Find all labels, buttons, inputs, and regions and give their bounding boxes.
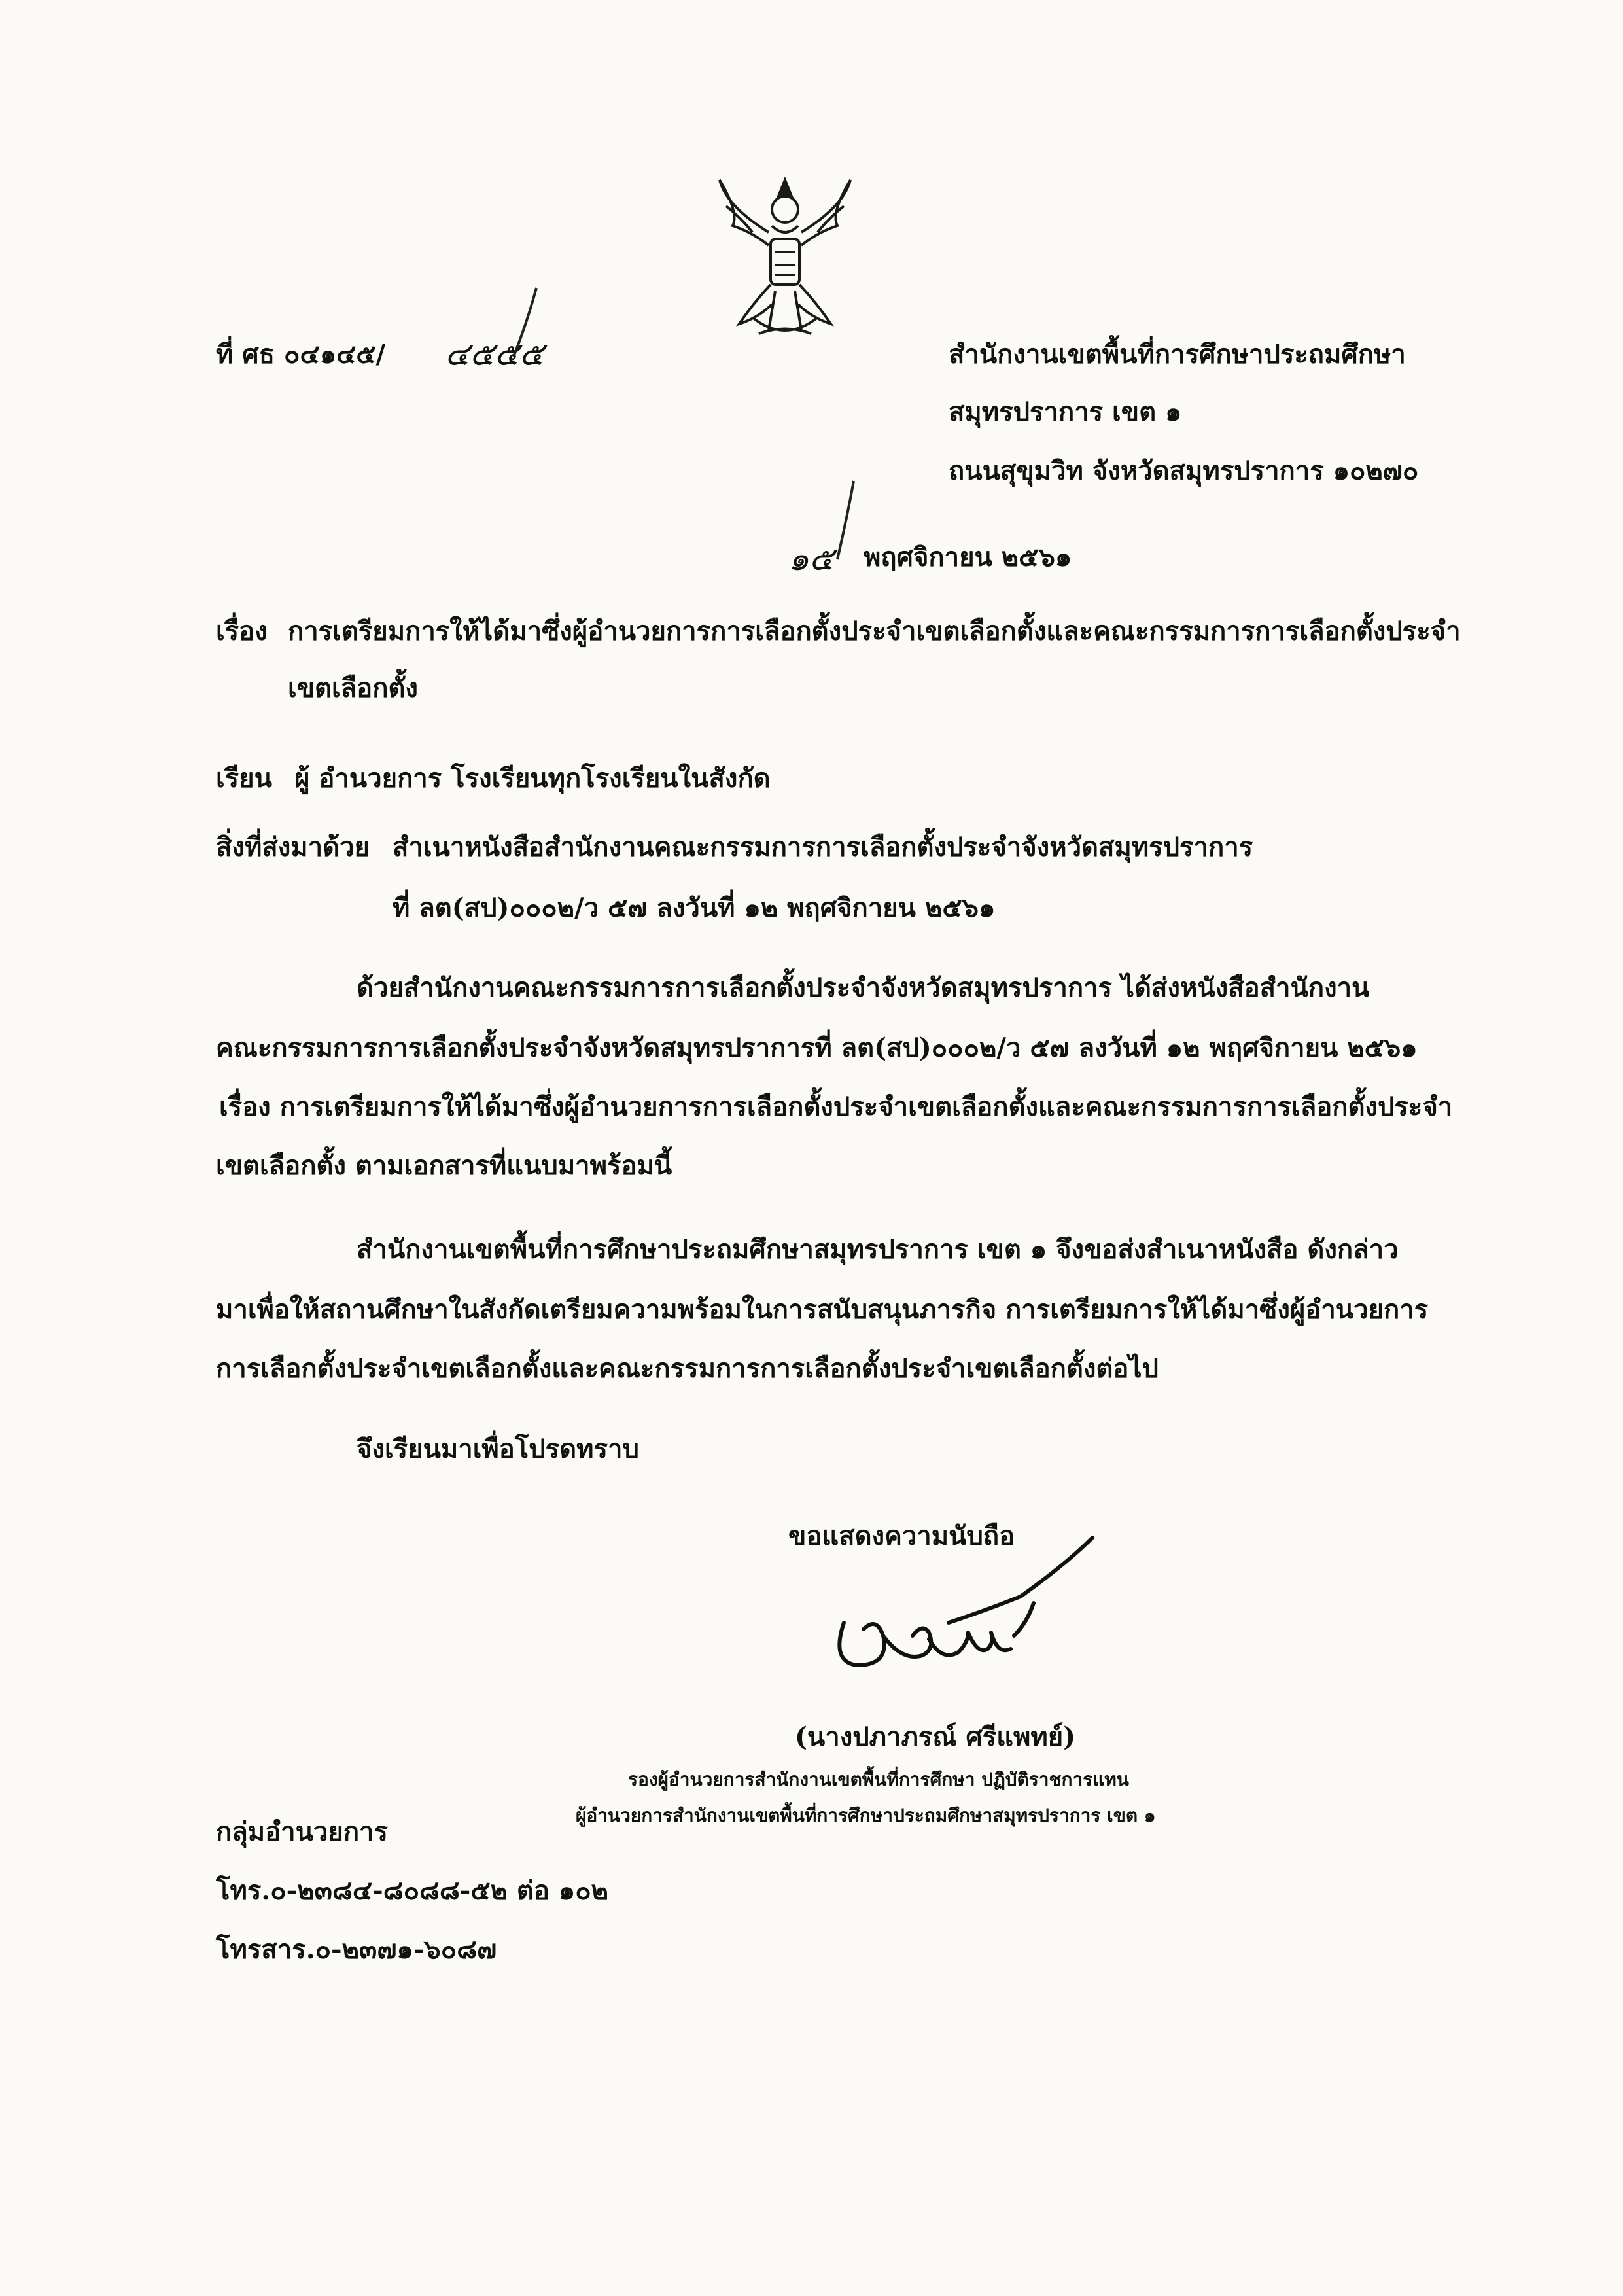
paragraph-1-line: คณะกรรมการการเลือกตั้งประจำจังหวัดสมุทรปราการที่ ลต(สป)๐๐๐๒/ว ๕๗ ลงวันที่ ๑๒ พฤศจิกายน ๒๕๖๑ (216, 1033, 1418, 1063)
reference-number-handwritten: ๔๕๕๕ (445, 335, 544, 373)
to-label: เรียน (216, 763, 272, 794)
closing: ขอแสดงความนับถือ (788, 1521, 1015, 1551)
signer-name: (นางปภาภรณ์ ศรีแพทย์) (795, 1722, 1076, 1752)
handwritten-signature (818, 1525, 1106, 1695)
closing-request: จึงเรียนมาเพื่อโปรดทราบ (357, 1434, 639, 1464)
paragraph-2-line: มาเพื่อให้สถานศึกษาในสังกัดเตรียมความพร้อมในการสนับสนุนภารกิจ การเตรียมการให้ได้มาซึ่งผู้อำนวยการ (216, 1294, 1429, 1325)
enclosure-label: สิ่งที่ส่งมาด้วย (216, 832, 370, 862)
handwritten-stroke (500, 285, 546, 360)
sender-line-2: สมุทรปราการ เขต ๑ (949, 397, 1182, 427)
to-recipient: ผู้ อำนวยการ โรงเรียนทุกโรงเรียนในสังกัด (294, 763, 771, 794)
signer-position-2: ผู้อำนวยการสำนักงานเขตพื้นที่การศึกษาประถมศึกษาสมุทรปราการ เขต ๑ (576, 1805, 1156, 1826)
date-month-year: พฤศจิกายน ๒๕๖๑ (864, 542, 1072, 573)
paragraph-1-line: ด้วยสำนักงานคณะกรรมการการเลือกตั้งประจำจังหวัดสมุทรปราการ ได้ส่งหนังสือสำนักงาน (357, 972, 1370, 1003)
signer-position-1: รองผู้อำนวยการสำนักงานเขตพื้นที่การศึกษา ปฏิบัติราชการแทน (628, 1769, 1129, 1790)
date-day-handwritten: ๑๕ (788, 540, 834, 578)
department: กลุ่มอำนวยการ (216, 1816, 388, 1847)
garuda-emblem-icon (713, 167, 857, 350)
sender-line-1: สำนักงานเขตพื้นที่การศึกษาประถมศึกษา (949, 339, 1406, 370)
paragraph-1-line: เรื่อง การเตรียมการให้ได้มาซึ่งผู้อำนวยการการเลือกตั้งประจำเขตเลือกตั้งและคณะกรรมการการเลือกตั้งประจำ (219, 1091, 1453, 1122)
fax: โทรสาร.๐-๒๓๗๑-๖๐๘๗ (216, 1934, 497, 1965)
subject-line-2: เขตเลือกตั้ง (288, 673, 418, 703)
enclosure-line-2: ที่ ลต(สป)๐๐๐๒/ว ๕๗ ลงวันที่ ๑๒ พฤศจิกายน ๒๕๖๑ (393, 892, 996, 923)
enclosure-line-1: สำเนาหนังสือสำนักงานคณะกรรมการการเลือกตั้งประจำจังหวัดสมุทรปราการ (393, 832, 1253, 862)
paragraph-2-line: สำนักงานเขตพื้นที่การศึกษาประถมศึกษาสมุทรปราการ เขต ๑ จึงขอส่งสำเนาหนังสือ ดังกล่าว (357, 1234, 1399, 1265)
paragraph-2-line: การเลือกตั้งประจำเขตเลือกตั้งและคณะกรรมการการเลือกตั้งประจำเขตเลือกตั้งต่อไป (216, 1353, 1159, 1384)
reference-number: ที่ ศธ ๐๔๑๔๕/ (216, 339, 386, 370)
subject-label: เรื่อง (216, 616, 268, 646)
sender-line-3: ถนนสุขุมวิท จังหวัดสมุทรปราการ ๑๐๒๗๐ (949, 455, 1419, 486)
paragraph-1-line: เขตเลือกตั้ง ตามเอกสารที่แนบมาพร้อมนี้ (216, 1150, 672, 1181)
subject-line-1: การเตรียมการให้ได้มาซึ่งผู้อำนวยการการเลือกตั้งประจำเขตเลือกตั้งและคณะกรรมการการเลือกตั้งประจำ (288, 616, 1461, 646)
phone: โทร.๐-๒๓๘๔-๘๐๘๘-๕๒ ต่อ ๑๐๒ (216, 1875, 608, 1906)
